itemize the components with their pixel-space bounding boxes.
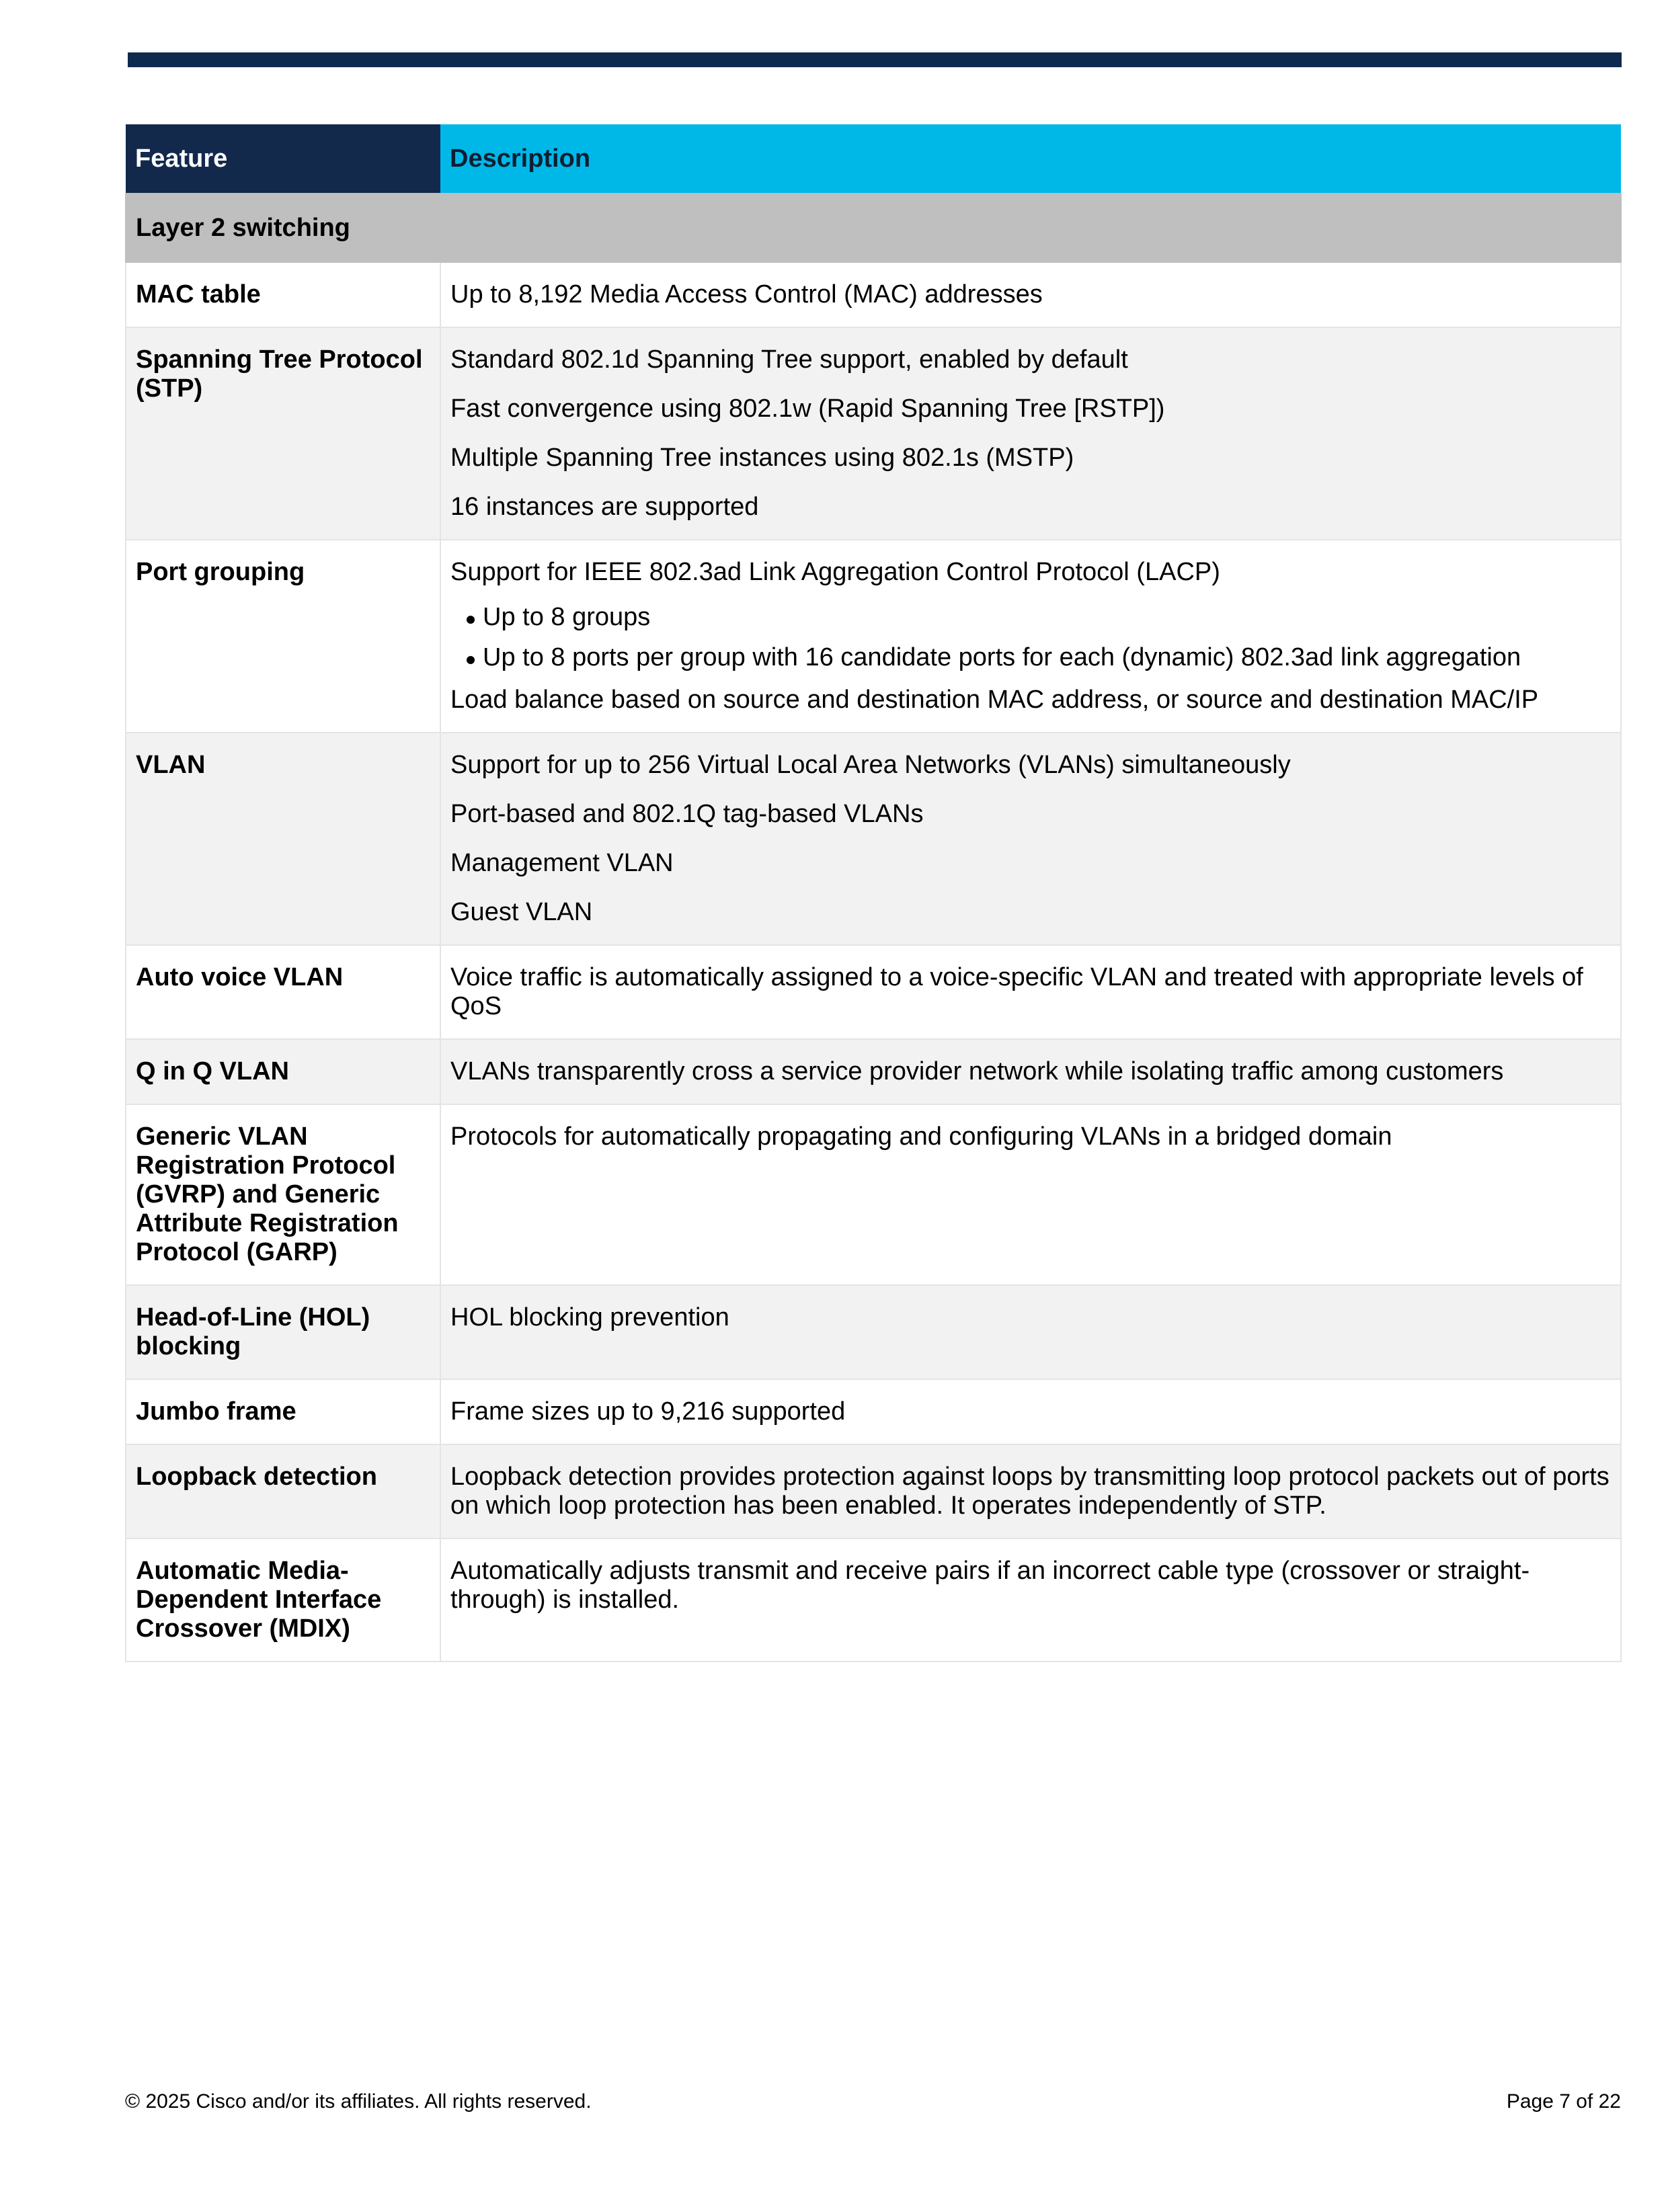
feature-column-header: Feature	[126, 124, 440, 194]
table-row	[126, 327, 1621, 540]
description-text: Guest VLAN	[450, 898, 593, 926]
feature-description	[440, 1379, 1621, 1444]
feature-description	[440, 540, 1621, 733]
description-text: Standard 802.1d Spanning Tree support, enabled by default	[450, 345, 1128, 374]
bullet-item: Up to 8 groups	[467, 603, 1611, 632]
feature-name: Generic VLAN Registration Protocol (GVRP) and Generic Attribute Registration Protocol (GARP)	[126, 1104, 440, 1285]
page-number: Page 7 of 22	[1506, 2090, 1621, 2113]
table-row	[126, 1444, 1621, 1539]
header-rule	[128, 52, 1622, 67]
feature-description	[440, 945, 1621, 1039]
description-text: 16 instances are supported	[450, 493, 759, 521]
feature-description	[440, 1285, 1621, 1379]
feature-description	[440, 1104, 1621, 1285]
description-text: Port-based and 802.1Q tag-based VLANs	[450, 800, 924, 828]
description-text: Automatically adjusts transmit and receive pairs if an incorrect cable type (crossover or straight-through) is installed.	[450, 1557, 1530, 1614]
feature-name: Jumbo frame	[126, 1379, 440, 1444]
description-text: Management VLAN	[450, 849, 674, 877]
description-text: HOL blocking prevention	[450, 1303, 729, 1332]
feature-description	[440, 327, 1621, 540]
section-title: Layer 2 switching	[126, 194, 1621, 262]
table-row	[126, 945, 1621, 1039]
table-row	[126, 733, 1621, 945]
description-column-header: Description	[440, 124, 1621, 194]
table-row	[126, 540, 1621, 733]
table-row	[126, 1285, 1621, 1379]
feature-name: Loopback detection	[126, 1444, 440, 1539]
table-row	[126, 1039, 1621, 1104]
table-row	[126, 1379, 1621, 1444]
description-text: Up to 8,192 Media Access Control (MAC) addresses	[450, 280, 1043, 309]
table-row	[126, 1104, 1621, 1285]
feature-name: MAC table	[126, 262, 440, 327]
feature-table	[125, 124, 1622, 1662]
feature-name: Automatic Media-Dependent Interface Crossover (MDIX)	[126, 1539, 440, 1662]
feature-description	[440, 1444, 1621, 1539]
feature-name: Port grouping	[126, 540, 440, 733]
description-text: Protocols for automatically propagating and configuring VLANs in a bridged domain	[450, 1122, 1392, 1151]
table-row	[126, 262, 1621, 327]
feature-name: VLAN	[126, 733, 440, 945]
feature-name: Q in Q VLAN	[126, 1039, 440, 1104]
table-row	[126, 1539, 1621, 1662]
copyright-notice: © 2025 Cisco and/or its affiliates. All rights reserved.	[125, 2090, 592, 2113]
feature-name: Spanning Tree Protocol (STP)	[126, 327, 440, 540]
table-header-row	[126, 124, 1621, 194]
description-text: Support for up to 256 Virtual Local Area Networks (VLANs) simultaneously	[450, 751, 1291, 779]
description-text: Support for IEEE 802.3ad Link Aggregation Control Protocol (LACP)	[450, 558, 1220, 586]
feature-description	[440, 1039, 1621, 1104]
feature-description	[440, 262, 1621, 327]
description-text: Voice traffic is automatically assigned to a voice-specific VLAN and treated with appropriate levels of QoS	[450, 963, 1583, 1020]
description-text: Multiple Spanning Tree instances using 802.1s (MSTP)	[450, 444, 1074, 472]
feature-description	[440, 733, 1621, 945]
feature-name: Head-of-Line (HOL) blocking	[126, 1285, 440, 1379]
bullet-item: Up to 8 ports per group with 16 candidate ports for each (dynamic) 802.3ad link aggregation	[467, 643, 1611, 672]
feature-name: Auto voice VLAN	[126, 945, 440, 1039]
description-text: Frame sizes up to 9,216 supported	[450, 1397, 846, 1426]
description-text: Loopback detection provides protection against loops by transmitting loop protocol packets out of ports on which loop protection has been enabled. It operates independently of STP.	[450, 1463, 1610, 1520]
description-text: Load balance based on source and destination MAC address, or source and destination MAC/IP	[450, 686, 1539, 714]
bullet-list	[450, 603, 1611, 672]
feature-description	[440, 1539, 1621, 1662]
description-text: VLANs transparently cross a service provider network while isolating traffic among customers	[450, 1057, 1504, 1085]
description-text: Fast convergence using 802.1w (Rapid Spanning Tree [RSTP])	[450, 395, 1165, 423]
section-row	[126, 194, 1621, 262]
